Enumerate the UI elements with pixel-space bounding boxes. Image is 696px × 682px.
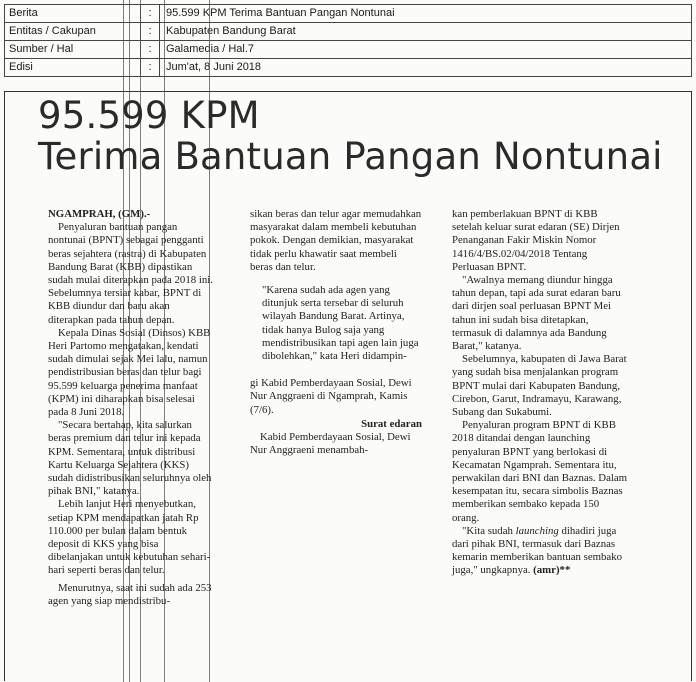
headline-line-1: 95.599 KPM <box>38 94 260 137</box>
meta-sep: : <box>141 59 160 77</box>
meta-key: Entitas / Cakupan <box>5 23 141 41</box>
meta-value: Jum'at, 8 Juni 2018 <box>160 59 692 77</box>
paragraph: "Awalnya memang diundur hingga tahun depan, tapi ada surat edaran baru dari dirjen soal perluasan BPNT Mei tahun ini sudah bisa ditetapkan, termasuk di dalamnya ada Bandung Barat," katanya. <box>452 274 621 353</box>
meta-row-berita <box>5 5 692 23</box>
clipping-frame-left <box>4 91 5 681</box>
paragraph: Lebih lanjut Heri menyebutkan, setiap KPM mendapatkan jatah Rp 110.000 per bulan dalam bentuk deposit di KKS yang bisa dibelanjakan untuk kebutuhan sehari-hari seperti beras dan telur. <box>48 498 211 577</box>
metadata-table <box>4 4 692 77</box>
paragraph: kan pemberlakuan BPNT di KBB setelah keluar surat edaran (SE) Dirjen Penanganan Fakir Miskin Nomor 1416/4/BS.02/04/2018 Tentang Perluasan BPNT. <box>452 208 620 273</box>
meta-key: Sumber / Hal <box>5 41 141 59</box>
paragraph: Penyaluran bantuan pangan nontunai (BPNT) sebagai pengganti beras sejahtera (rastra) di Kabupaten Bandung Barat (KBB) dipastikan sudah mulai diterapkan pada 2018 ini. Sebelumnya tersiar kabar, BPNT di KBB diundur dan baru akan diterapkan pada tahun depan. <box>48 221 213 326</box>
text-run: "Kita sudah <box>462 524 516 537</box>
paragraph: Kepala Dinas Sosial (Dinsos) KBB Heri Partomo mengatakan, kendati sudah dimulai sejak Mei lalu, namun pendistribusian beras dan telur bagi 95.599 keluarga penerima manfaat (KPM) ini diharapkan bisa selesai pada 8 Juni 2018. <box>48 326 211 419</box>
paragraph: Sebelumnya, kabupaten di Jawa Barat yang sudah bisa menjalankan program BPNT mulai dari Kabupaten Bandung, Cirebon, Garut, Indramayu, Karawang, Subang dan Sukabumi. <box>452 353 627 419</box>
meta-sep: : <box>141 23 160 41</box>
dateline: NGAMPRAH, (GM).- <box>48 208 151 220</box>
clipping-frame-top <box>4 91 692 92</box>
meta-key: Berita <box>5 5 141 23</box>
author-signature: (amr)** <box>533 564 571 577</box>
meta-value: 95.599 KPM Terima Bantuan Pangan Nontunai <box>160 5 692 23</box>
paragraph: "Secara bertahap, kita salurkan beras premium dan telur ini kepada KPM. Sementara, untuk distribusi Kartu Keluarga Sejahtera (KKS) sudah didistribusikan seluruhnya oleh pihak BNI," katanya. <box>48 419 212 498</box>
meta-value: Kabupaten Bandung Barat <box>160 23 692 41</box>
article-column-2 <box>250 208 422 457</box>
meta-row-sumber <box>5 41 692 59</box>
meta-row-entitas <box>5 23 692 41</box>
paragraph: Menurutnya, saat ini sudah ada 253 agen yang siap mendistribu- <box>48 581 212 607</box>
headline-line-2: Terima Bantuan Pangan Nontunai <box>38 135 663 178</box>
article-column-3 <box>452 208 628 578</box>
text-run: dihadiri juga dari pihak BNI, termasuk dari Baznas kemarin memberikan bantuan sembako juga," ungkapnya. <box>452 524 622 577</box>
article-column-1 <box>48 208 216 608</box>
paragraph: gi Kabid Pemberdayaan Sosial, Dewi Nur Anggraeni di Ngamprah, Kamis (7/6). <box>250 377 412 416</box>
meta-value: Galamedia / Hal.7 <box>160 41 692 59</box>
article-headline <box>38 95 678 177</box>
closing-paragraph <box>452 525 628 578</box>
meta-key: Edisi <box>5 59 141 77</box>
meta-sep: : <box>141 5 160 23</box>
meta-row-edisi <box>5 59 692 77</box>
meta-sep: : <box>141 41 160 59</box>
subheading: Surat edaran <box>361 417 422 430</box>
paragraph: Kabid Pemberdayaan Sosial, Dewi Nur Anggraeni menambah- <box>250 431 411 457</box>
clipping-frame-right <box>691 91 692 681</box>
italic-term: launching <box>515 524 559 537</box>
paragraph: Penyaluran program BPNT di KBB 2018 ditandai dengan launching penyaluran BPNT yang berlokasi di Kecamatan Ngamprah. Sementara itu, perwakilan dari BNI dan Baznas. Dalam kesempatan itu, secara simbolis Baznas memberikan sembako kepada 150 orang. <box>452 419 628 524</box>
paragraph: sikan beras dan telur agar memudahkan masyarakat dalam membeli kebutuhan pokok. Dengan demikian, masyarakat tidak perlu khawatir saat membeli beras dan telur. <box>250 208 422 273</box>
pull-quote: "Karena sudah ada agen yang ditunjuk serta tersebar di seluruh wilayah Bandung Barat. Artinya, tidak hanya Bulog saja yang mendistribusikan tapi agen lain juga dibolehkan," kata Heri didampin- <box>262 284 419 363</box>
